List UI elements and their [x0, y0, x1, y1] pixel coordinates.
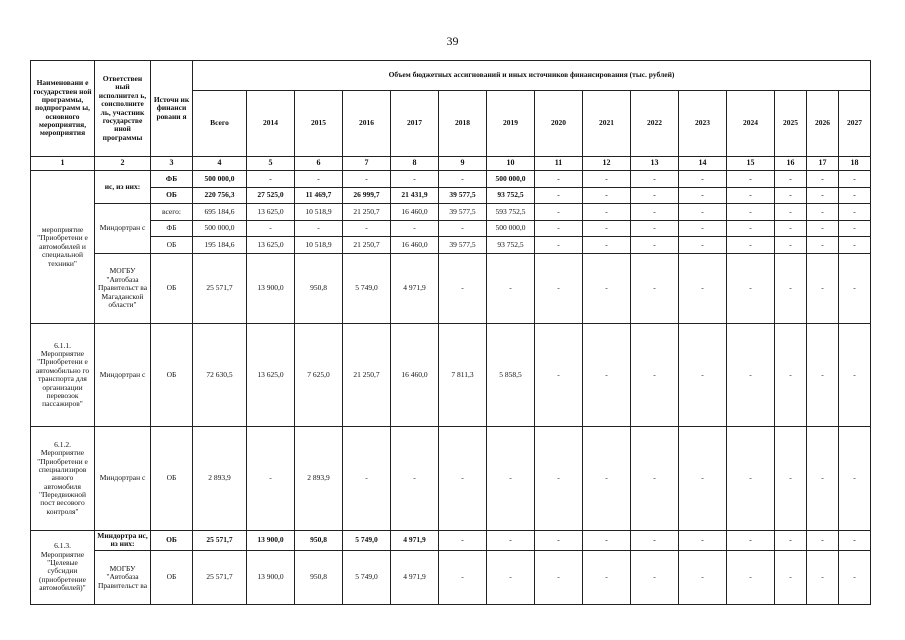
value-cell: 4 971,9 — [391, 551, 439, 605]
table-row — [31, 171, 871, 188]
header-year-cell: 2026 — [807, 91, 839, 157]
value-cell: 13 625,0 — [247, 237, 295, 254]
value-cell: - — [807, 253, 839, 323]
value-cell: - — [807, 220, 839, 237]
value-cell: - — [535, 427, 583, 530]
value-cell: - — [535, 187, 583, 204]
value-cell: 5 858,5 — [487, 323, 535, 426]
value-cell: - — [535, 220, 583, 237]
header-year-cell: 2023 — [679, 91, 727, 157]
column-number-cell: 16 — [775, 157, 807, 171]
value-cell: - — [679, 171, 727, 188]
value-cell: - — [679, 427, 727, 530]
value-cell: - — [535, 551, 583, 605]
value-cell: - — [583, 427, 631, 530]
value-cell: - — [343, 427, 391, 530]
value-cell: - — [839, 171, 871, 188]
responsible-cell: ис, из них: — [95, 171, 151, 204]
header-year-cell: 2020 — [535, 91, 583, 157]
value-cell: 25 571,7 — [193, 530, 247, 550]
value-cell: - — [807, 204, 839, 221]
value-cell: - — [535, 237, 583, 254]
value-cell: - — [839, 530, 871, 550]
value-cell: 950,8 — [295, 530, 343, 550]
header-year-cell: 2018 — [439, 91, 487, 157]
value-cell: - — [295, 220, 343, 237]
value-cell: 16 460,0 — [391, 204, 439, 221]
measure-name: 6.1.3. Мероприятие "Целевые субсидии (приобретение автомобилей)" — [31, 530, 95, 604]
value-cell: - — [807, 237, 839, 254]
value-cell: - — [535, 323, 583, 426]
value-cell: 500 000,0 — [487, 220, 535, 237]
budget-table — [30, 60, 871, 605]
value-cell: 7 811,3 — [439, 323, 487, 426]
table-row — [31, 551, 871, 605]
value-cell: 27 525,0 — [247, 187, 295, 204]
value-cell: - — [807, 427, 839, 530]
value-cell: 25 571,7 — [193, 253, 247, 323]
column-number-cell: 4 — [193, 157, 247, 171]
header-source: Источн ик финанси ровани я — [151, 61, 193, 157]
value-cell: - — [439, 427, 487, 530]
header-year-cell: 2019 — [487, 91, 535, 157]
header-year-cell: 2017 — [391, 91, 439, 157]
value-cell: - — [727, 204, 775, 221]
page-number: 39 — [446, 34, 459, 48]
value-cell: - — [343, 220, 391, 237]
source-cell: ФБ — [151, 220, 193, 237]
value-cell: 13 900,0 — [247, 253, 295, 323]
value-cell: - — [487, 551, 535, 605]
value-cell: 5 749,0 — [343, 253, 391, 323]
measure-name: 6.1.2. Мероприятие "Приобретени е специализиров анного автомобиля "Передвижной пост весового контроля" — [31, 427, 95, 530]
source-cell: ОБ — [151, 427, 193, 530]
value-cell: 13 625,0 — [247, 323, 295, 426]
column-number-cell: 3 — [151, 157, 193, 171]
column-number-cell: 9 — [439, 157, 487, 171]
value-cell: - — [679, 323, 727, 426]
value-cell: - — [631, 530, 679, 550]
value-cell: - — [631, 171, 679, 188]
value-cell: - — [391, 427, 439, 530]
value-cell: 500 000,0 — [193, 171, 247, 188]
value-cell: - — [775, 187, 807, 204]
value-cell: 11 469,7 — [295, 187, 343, 204]
value-cell: - — [631, 323, 679, 426]
value-cell: - — [775, 253, 807, 323]
value-cell: - — [583, 551, 631, 605]
value-cell: - — [775, 427, 807, 530]
value-cell: - — [727, 187, 775, 204]
value-cell: - — [727, 171, 775, 188]
column-number-cell: 7 — [343, 157, 391, 171]
value-cell: - — [775, 204, 807, 221]
value-cell: - — [727, 530, 775, 550]
table-row — [31, 530, 871, 550]
value-cell: - — [439, 220, 487, 237]
column-number-cell: 5 — [247, 157, 295, 171]
value-cell: - — [583, 187, 631, 204]
value-cell: - — [487, 530, 535, 550]
value-cell: - — [583, 253, 631, 323]
value-cell: - — [535, 253, 583, 323]
responsible-cell: Миндортран с — [95, 204, 151, 254]
column-number-cell: 6 — [295, 157, 343, 171]
value-cell: - — [439, 171, 487, 188]
responsible-cell: Миндортран с — [95, 427, 151, 530]
value-cell: 2 893,9 — [193, 427, 247, 530]
value-cell: - — [775, 237, 807, 254]
value-cell: 500 000,0 — [487, 171, 535, 188]
value-cell: 13 900,0 — [247, 530, 295, 550]
value-cell: - — [839, 187, 871, 204]
header-name: Наименовани е государствен ной программы, подпрограмм ы, основного мероприятия, мероприятия — [31, 61, 95, 157]
column-number-cell: 12 — [583, 157, 631, 171]
value-cell: - — [775, 551, 807, 605]
value-cell: - — [583, 171, 631, 188]
header-year-cell: 2021 — [583, 91, 631, 157]
value-cell: 26 999,7 — [343, 187, 391, 204]
value-cell: - — [391, 220, 439, 237]
value-cell: - — [775, 220, 807, 237]
value-cell: - — [775, 530, 807, 550]
value-cell: - — [839, 204, 871, 221]
column-number-cell: 17 — [807, 157, 839, 171]
value-cell: - — [839, 427, 871, 530]
value-cell: 21 250,7 — [343, 204, 391, 221]
table-row — [31, 253, 871, 323]
table-row — [31, 237, 871, 254]
header-year-cell: 2016 — [343, 91, 391, 157]
value-cell: 13 900,0 — [247, 551, 295, 605]
value-cell: 593 752,5 — [487, 204, 535, 221]
table-row — [31, 427, 871, 530]
value-cell: - — [631, 187, 679, 204]
value-cell: 500 000,0 — [193, 220, 247, 237]
column-number-cell: 13 — [631, 157, 679, 171]
value-cell: - — [727, 323, 775, 426]
value-cell: - — [247, 427, 295, 530]
value-cell: 39 577,5 — [439, 187, 487, 204]
value-cell: - — [727, 237, 775, 254]
value-cell: - — [247, 171, 295, 188]
value-cell: - — [775, 171, 807, 188]
value-cell: 25 571,7 — [193, 551, 247, 605]
value-cell: 10 518,9 — [295, 204, 343, 221]
value-cell: - — [679, 204, 727, 221]
table-row — [31, 204, 871, 221]
header-year-cell: Всего — [193, 91, 247, 157]
value-cell: - — [631, 427, 679, 530]
value-cell: - — [535, 171, 583, 188]
value-cell: 4 971,9 — [391, 530, 439, 550]
value-cell: - — [631, 551, 679, 605]
value-cell: - — [839, 323, 871, 426]
value-cell: 16 460,0 — [391, 323, 439, 426]
measure-name: 6.1.1. Мероприятие "Приобретени е автомобильно го транспорта для организации перевозок пассажиров" — [31, 323, 95, 426]
column-number-cell: 18 — [839, 157, 871, 171]
value-cell: - — [583, 530, 631, 550]
header-year-cell: 2015 — [295, 91, 343, 157]
value-cell: 10 518,9 — [295, 237, 343, 254]
table-row — [31, 323, 871, 426]
value-cell: 13 625,0 — [247, 204, 295, 221]
value-cell: - — [631, 253, 679, 323]
column-number-cell: 15 — [727, 157, 775, 171]
value-cell: - — [247, 220, 295, 237]
value-cell: - — [583, 220, 631, 237]
value-cell: - — [807, 530, 839, 550]
responsible-cell: Миндортра нс, из них: — [95, 530, 151, 550]
value-cell: - — [807, 323, 839, 426]
value-cell: - — [631, 204, 679, 221]
table-row — [31, 187, 871, 204]
source-cell: всего: — [151, 204, 193, 221]
value-cell: - — [727, 220, 775, 237]
value-cell: - — [535, 530, 583, 550]
responsible-cell: МОГБУ "Автобаза Правительст ва Магаданской области" — [95, 253, 151, 323]
column-number-cell: 1 — [31, 157, 95, 171]
value-cell: 93 752,5 — [487, 237, 535, 254]
header-year-cell: 2022 — [631, 91, 679, 157]
value-cell: - — [439, 253, 487, 323]
value-cell: 195 184,6 — [193, 237, 247, 254]
value-cell: - — [487, 427, 535, 530]
source-cell: ОБ — [151, 237, 193, 254]
header-year-cell: 2024 — [727, 91, 775, 157]
value-cell: 21 431,9 — [391, 187, 439, 204]
column-number-cell: 11 — [535, 157, 583, 171]
value-cell: 5 749,0 — [343, 551, 391, 605]
value-cell: 950,8 — [295, 551, 343, 605]
header-responsible: Ответствен ный исполнител ь, соисполните ль, участник государстве нной программы — [95, 61, 151, 157]
header-year-cell: 2027 — [839, 91, 871, 157]
value-cell: 4 971,9 — [391, 253, 439, 323]
value-cell: - — [391, 171, 439, 188]
header-numbers-row — [31, 157, 871, 171]
value-cell: - — [631, 237, 679, 254]
value-cell: - — [727, 551, 775, 605]
value-cell: - — [679, 237, 727, 254]
value-cell: 695 184,6 — [193, 204, 247, 221]
value-cell: - — [583, 204, 631, 221]
value-cell: - — [487, 253, 535, 323]
measure-name: мероприятие "Приобретени е автомобилей и специальной техники" — [31, 171, 95, 324]
value-cell: - — [679, 220, 727, 237]
value-cell: - — [439, 530, 487, 550]
source-cell: ОБ — [151, 551, 193, 605]
column-number-cell: 8 — [391, 157, 439, 171]
value-cell: - — [535, 204, 583, 221]
responsible-cell: Миндортран с — [95, 323, 151, 426]
value-cell: - — [583, 237, 631, 254]
value-cell: - — [839, 253, 871, 323]
value-cell: 93 752,5 — [487, 187, 535, 204]
value-cell: - — [807, 551, 839, 605]
column-number-cell: 10 — [487, 157, 535, 171]
value-cell: 21 250,7 — [343, 323, 391, 426]
value-cell: 950,8 — [295, 253, 343, 323]
header-year-cell: 2025 — [775, 91, 807, 157]
source-cell: ОБ — [151, 323, 193, 426]
value-cell: - — [679, 551, 727, 605]
value-cell: - — [631, 220, 679, 237]
source-cell: ОБ — [151, 253, 193, 323]
source-cell: ФБ — [151, 171, 193, 188]
value-cell: 220 756,3 — [193, 187, 247, 204]
value-cell: - — [807, 187, 839, 204]
source-cell: ОБ — [151, 530, 193, 550]
value-cell: - — [679, 187, 727, 204]
value-cell: 5 749,0 — [343, 530, 391, 550]
value-cell: - — [295, 171, 343, 188]
value-cell: 72 630,5 — [193, 323, 247, 426]
column-number-cell: 2 — [95, 157, 151, 171]
value-cell: 39 577,5 — [439, 204, 487, 221]
value-cell: 39 577,5 — [439, 237, 487, 254]
table-row — [31, 220, 871, 237]
value-cell: - — [727, 253, 775, 323]
source-cell: ОБ — [151, 187, 193, 204]
column-number-cell: 14 — [679, 157, 727, 171]
value-cell: - — [807, 171, 839, 188]
value-cell: 2 893,9 — [295, 427, 343, 530]
value-cell: - — [727, 427, 775, 530]
header-year-cell: 2014 — [247, 91, 295, 157]
value-cell: 16 460,0 — [391, 237, 439, 254]
value-cell: - — [583, 323, 631, 426]
value-cell: - — [439, 551, 487, 605]
value-cell: - — [343, 171, 391, 188]
value-cell: - — [775, 323, 807, 426]
value-cell: - — [839, 551, 871, 605]
value-cell: 21 250,7 — [343, 237, 391, 254]
value-cell: - — [679, 253, 727, 323]
value-cell: - — [839, 237, 871, 254]
value-cell: 7 625,0 — [295, 323, 343, 426]
value-cell: - — [839, 220, 871, 237]
value-cell: - — [679, 530, 727, 550]
header-group: Объем бюджетных ассигнований и иных источников финансирования (тыс. рублей) — [193, 61, 871, 91]
responsible-cell: МОГБУ "Автобаза Правительст ва — [95, 551, 151, 605]
